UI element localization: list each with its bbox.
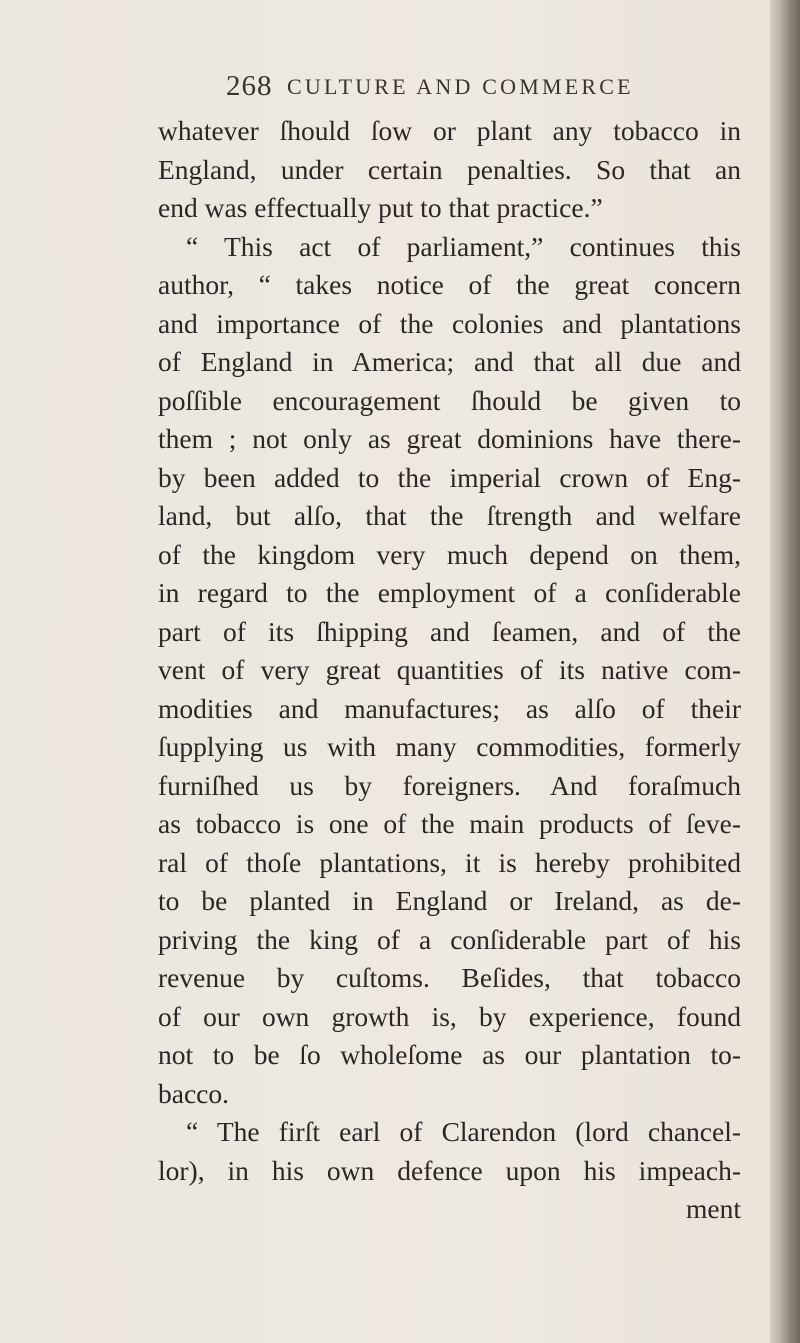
text-line: poſſible encouragement ſhould be given to <box>158 384 741 416</box>
text-line: revenue by cuſtoms. Beſides, that tobacco <box>158 962 741 993</box>
text-line: of our own growth is, by experience, found <box>158 1000 741 1032</box>
text-line: in regard to the employment of a conſiderable <box>158 577 741 608</box>
text-line: part of its ſhipping and ſeamen, and of the <box>158 615 741 647</box>
text-line: them ; not only as great dominions have there- <box>158 423 741 454</box>
text-line: land, but alſo, that the ſtrength and welfare <box>158 500 741 531</box>
text-line: ral of thoſe plantations, it is hereby prohibited <box>158 846 741 878</box>
running-head: CULTURE AND COMMERCE <box>287 74 634 99</box>
text-line: whatever ſhould ſow or plant any tobacco in <box>158 115 741 146</box>
text-line: modities and manufactures; as alſo of their <box>158 692 741 724</box>
text-line: to be planted in England or Ireland, as de- <box>158 885 741 916</box>
text-line: ſupplying us with many commodities, formerly <box>158 731 741 762</box>
text-line: by been added to the imperial crown of Eng- <box>158 461 741 493</box>
text-line: “ The firſt earl of Clarendon (lord chancel- <box>186 1116 741 1147</box>
text-line: of the kingdom very much depend on them, <box>158 538 741 570</box>
text-line: and importance of the colonies and plantations <box>158 307 741 339</box>
catchword: ment <box>686 1193 741 1224</box>
text-line: end was effectually put to that practice.” <box>158 192 603 223</box>
text-line: priving the king of a conſiderable part of his <box>158 923 741 955</box>
page-gutter <box>770 0 800 1343</box>
page-header <box>226 70 646 110</box>
text-line: vent of very great quantities of its native com- <box>158 654 741 685</box>
text-line: not to be ſo wholeſome as our plantation to- <box>158 1039 741 1070</box>
text-line: of England in America; and that all due and <box>158 346 741 377</box>
text-line: furniſhed us by foreigners. And foraſmuch <box>158 769 741 801</box>
body-text <box>158 112 741 1229</box>
text-line: England, under certain penalties. So that an <box>158 153 741 185</box>
text-line: author, “ takes notice of the great concern <box>158 269 741 300</box>
page-number: 268 <box>226 70 273 102</box>
text-line: “ This act of parliament,” continues this <box>186 230 741 262</box>
text-line: as tobacco is one of the main products of ſeve- <box>158 808 741 839</box>
text-line: bacco. <box>158 1077 229 1109</box>
text-line: lor), in his own defence upon his impeach- <box>158 1154 741 1186</box>
